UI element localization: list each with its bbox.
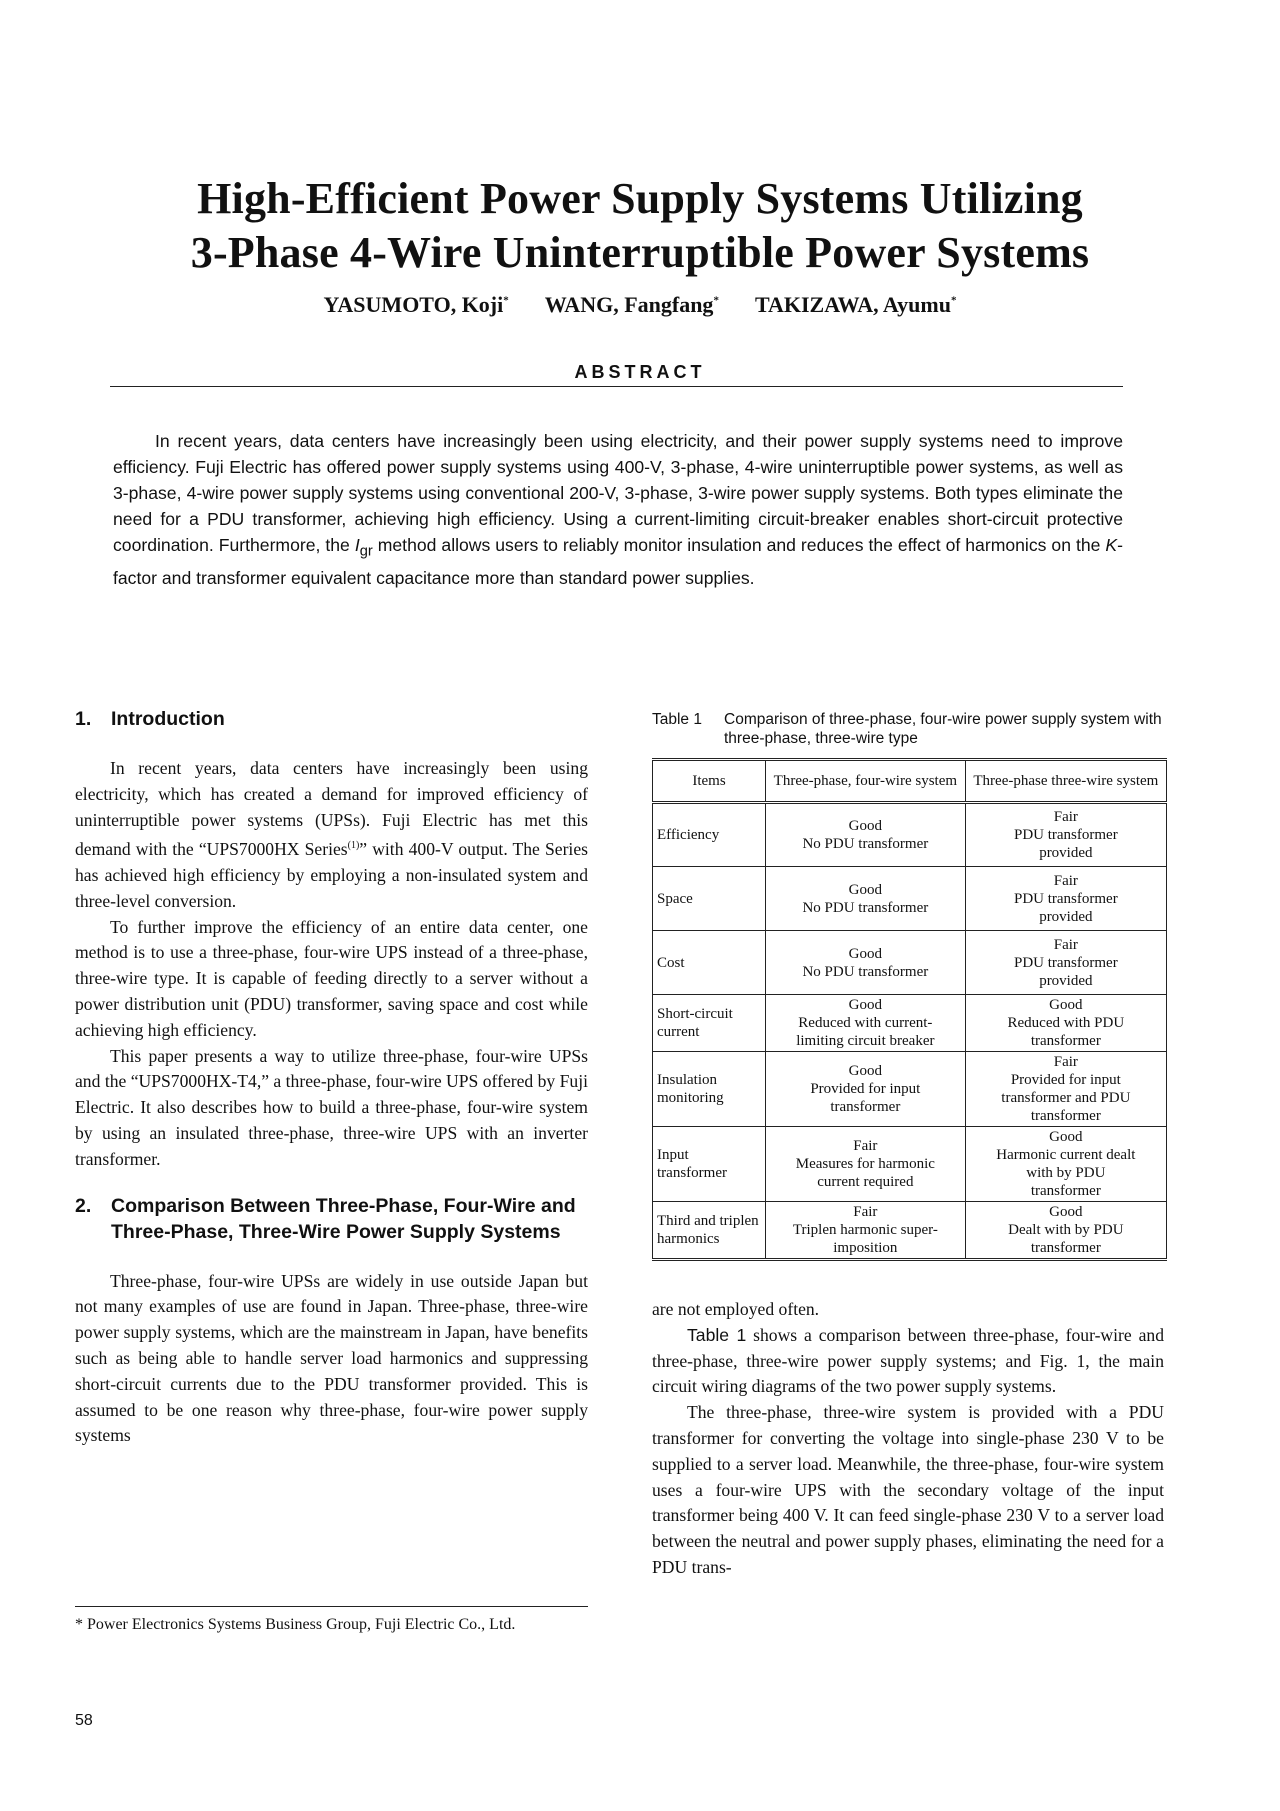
table-cell-line: Measures for harmonic (795, 1156, 935, 1172)
table-header-row (653, 760, 1167, 803)
page-number: 58 (75, 1712, 93, 1729)
author-list (110, 292, 1170, 318)
table-cell-line: imposition (833, 1240, 898, 1256)
table-cell-four-wire (766, 1127, 966, 1202)
table-cell-three-wire (965, 803, 1166, 867)
section-2-continuation (652, 1297, 1164, 1581)
table-cell-line: transformer (830, 1099, 901, 1115)
table-cell-line: transformer (1030, 1240, 1101, 1256)
table-cell-line: provided (1039, 908, 1093, 925)
author: TAKIZAWA, Ayumu* (754, 292, 957, 317)
table-cell-three-wire (965, 1127, 1166, 1202)
title-line-1: High-Efficient Power Supply Systems Utilizing (197, 174, 1083, 223)
table-cell-four-wire (766, 803, 966, 867)
table-row (653, 803, 1167, 867)
table-cell-line: Good (1049, 997, 1083, 1013)
table-cell-four-wire (766, 867, 966, 931)
table-cell-item: Input transformer (653, 1127, 766, 1202)
table-cell-line: Fair (853, 1138, 878, 1154)
table-cell-item: Insulation monitoring (653, 1052, 766, 1127)
table-cell-line: limiting circuit breaker (796, 1033, 935, 1049)
table-cell-four-wire (766, 995, 966, 1052)
table-cell-four-wire (766, 1052, 966, 1127)
section-1-heading: 1. Introduction (75, 708, 225, 730)
table-cell-line: Provided for input (1010, 1072, 1121, 1088)
table-cell-line: Good (1049, 1129, 1083, 1145)
table-cell-line: transformer and PDU (1001, 1090, 1131, 1106)
table-cell-line: PDU transformer (1013, 954, 1118, 971)
section-2-paragraph: The three-phase, three-wire system is provided with a PDU transformer for converting the voltage into single-phase 230 V to be supplied to a server load. Meanwhile, the three-phase, four-wire system uses a four-wire UPS with the secondary voltage of the input transformer being 400 V. It can feed single-phase 230 V to a server load between the neutral and power supply phases, eliminating the need for a PDU trans- (652, 1402, 1164, 1577)
abstract-heading: ABSTRACT (574, 362, 706, 382)
author: YASUMOTO, Koji* (323, 292, 509, 317)
section-2-paragraph: Three-phase, four-wire UPSs are widely in use outside Japan but not many examples of use are found in Japan. Three-phase, three-wire power supply systems, which are the mainstream in Japan, have benefits such as being able to handle server load harmonics and suppressing short-circuit currents due to the PDU transformer provided. This is assumed to be one reason why three-phase, four-wire power supply systems (75, 1270, 588, 1446)
right-column (652, 710, 1164, 1581)
abstract-text: In recent years, data centers have increasingly been using electricity, and their power supply systems need to improve efficiency. Fuji Electric has offered power supply systems using 400-V, 3-phase, 4-wire uninterruptible power systems, as well as 3-phase, 4-wire power supply systems using conventional 200-V, 3-phase, 3-wire power supply systems. Both types eliminate the need for a PDU transformer, achieving high efficiency. Using a current-limiting circuit-breaker enables short-circuit protective coordination. Furthermore, the $I_{gr}$ method allows users to reliably monitor insulation and reduces the effect of harmonics on the K-factor and transformer equivalent capacitance more than standard power supplies. (113, 431, 1123, 588)
table-cell-line: Triplen harmonic super- (792, 1222, 938, 1238)
paper-title (110, 172, 1170, 280)
left-column (75, 706, 588, 1449)
table-cell-line: Good (848, 997, 883, 1013)
table-cell-line: provided (1039, 972, 1093, 989)
table-cell-line: No PDU transformer (802, 836, 929, 852)
section-2-heading: 2. Comparison Between Three-Phase, Four-Wire and Three-Phase, Three-Wire Power Supply Systems (75, 1194, 576, 1243)
table-cell-line: Fair (1053, 1054, 1078, 1070)
table-cell-item: Cost (653, 931, 766, 995)
comparison-table (652, 758, 1167, 1261)
table-cell-line: with by PDU (1026, 1165, 1106, 1181)
table-cell-line: No PDU transformer (802, 963, 929, 980)
table-cell-line: Fair (853, 1204, 878, 1220)
table-cell-line: Good (848, 945, 883, 962)
table-cell-three-wire (965, 931, 1166, 995)
table-cell-three-wire (965, 1052, 1166, 1127)
table-row (653, 867, 1167, 931)
table-cell-line: Fair (1053, 809, 1078, 825)
table-cell-three-wire (965, 867, 1166, 931)
table-cell-line: Dealt with by PDU (1008, 1222, 1124, 1238)
section-1-paragraph: This paper presents a way to utilize three-phase, four-wire UPSs and the “UPS7000HX-T4,” a three-phase, four-wire UPS offered by Fuji Electric. It also describes how to build a three-phase, four-wire system by using an insulated three-phase, three-wire UPS with an inverter transformer. (75, 1045, 588, 1169)
table-cell-line: transformer (1030, 1183, 1101, 1199)
table-cell-line: transformer (1030, 1033, 1101, 1049)
table-header-cell: Three-phase three-wire system (965, 760, 1166, 803)
table-cell-line: Good (848, 1063, 883, 1079)
table-cell-line: current required (817, 1174, 914, 1190)
table-1-caption: Table 1 Comparison of three-phase, four-wire power supply system with three-phase, three-wire type (652, 711, 1162, 747)
table-cell-line: Good (848, 881, 883, 898)
section-2-paragraph: Table 1 shows a comparison between three-phase, four-wire and three-phase, three-wire power supply systems; and Fig. 1, the main circuit wiring diagrams of the two power supply systems. (652, 1324, 1164, 1397)
table-row (653, 1052, 1167, 1127)
table-cell-line: No PDU transformer (802, 899, 929, 916)
table-cell-four-wire (766, 931, 966, 995)
section-1-paragraph: In recent years, data centers have increasingly been using electricity, which has created a demand for improved efficiency of uninterruptible power systems (UPSs). Fuji Electric has met this demand with the “UPS7000HX Series$^{(1)}$” with 400-V output. The Series has achieved high efficiency by employing a non-insulated system and three-level conversion. (75, 758, 588, 911)
table-row (653, 995, 1167, 1052)
table-cell-item: Short-circuit current (653, 995, 766, 1052)
table-cell-item: Third and triplen harmonics (653, 1202, 766, 1260)
title-line-2: 3-Phase 4-Wire Uninterruptible Power Systems (190, 228, 1090, 277)
table-cell-line: provided (1039, 845, 1093, 861)
table-header-cell: Items (653, 760, 766, 803)
table-row (653, 1127, 1167, 1202)
table-body (653, 803, 1167, 1260)
table-cell-line: Good (848, 818, 883, 834)
table-row (653, 1202, 1167, 1260)
table-cell-line: Reduced with PDU (1007, 1015, 1125, 1031)
table-cell-item: Space (653, 867, 766, 931)
abstract-divider (110, 386, 1123, 387)
footnote: * Power Electronics Systems Business Group, Fuji Electric Co., Ltd. (75, 1616, 516, 1633)
footnote-divider (75, 1606, 588, 1607)
section-1-paragraph: To further improve the efficiency of an entire data center, one method is to use a three-phase, four-wire UPS instead of a three-phase, three-wire type. It is capable of feeding directly to a server without a power distribution unit (PDU) transformer, saving space and cost while achieving high efficiency. (75, 916, 588, 1040)
table-cell-line: PDU transformer (1013, 827, 1118, 843)
table-cell-line: Provided for input (810, 1081, 921, 1097)
table-cell-line: Reduced with current- (798, 1015, 933, 1031)
table-header-cell: Three-phase, four-wire system (766, 760, 966, 803)
table-cell-item: Efficiency (653, 803, 766, 867)
table-cell-line: Fair (1053, 936, 1078, 953)
table-cell-line: Fair (1053, 872, 1078, 889)
table-cell-three-wire (965, 1202, 1166, 1260)
author: WANG, Fangfang* (544, 292, 719, 317)
section-2-paragraph: are not employed often. (652, 1299, 820, 1319)
table-cell-three-wire (965, 995, 1166, 1052)
table-cell-line: Good (1049, 1204, 1083, 1220)
table-row (653, 931, 1167, 995)
table-cell-line: transformer (1030, 1108, 1101, 1124)
table-cell-line: PDU transformer (1013, 890, 1118, 907)
table-cell-line: Harmonic current dealt (996, 1147, 1136, 1163)
table-cell-four-wire (766, 1202, 966, 1260)
